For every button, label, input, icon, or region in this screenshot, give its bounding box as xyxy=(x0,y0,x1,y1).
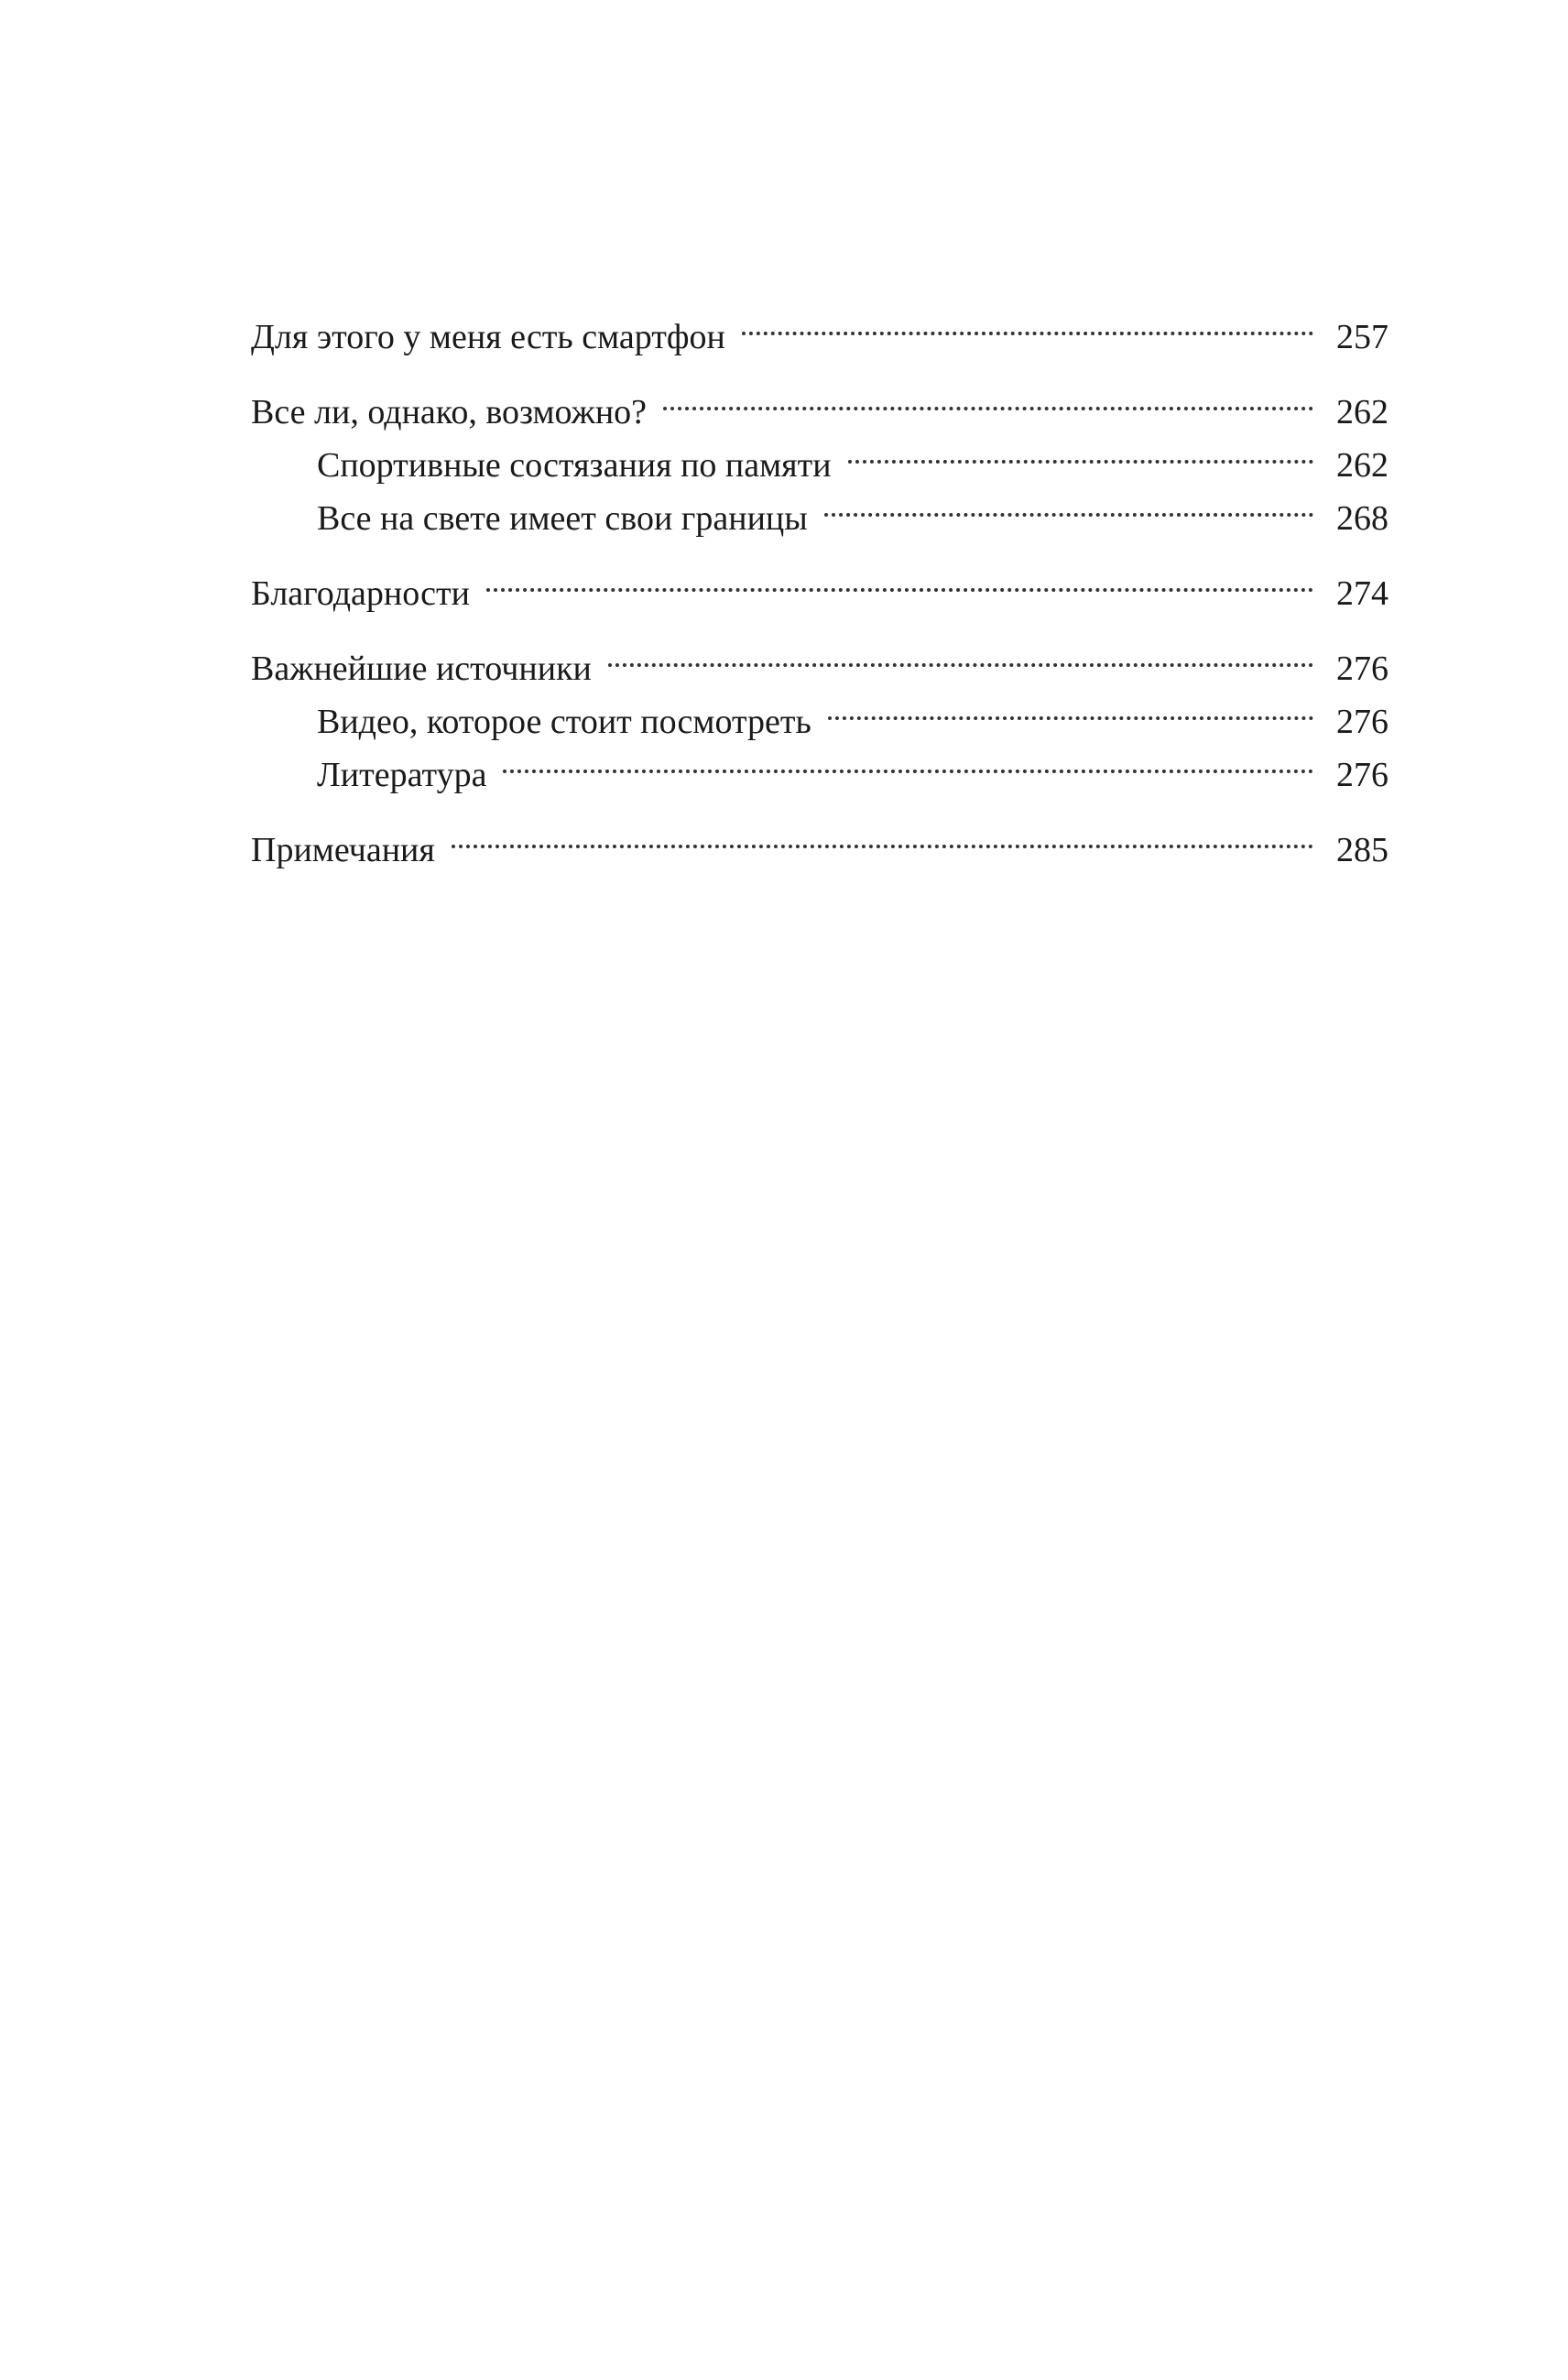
toc-entry-page-number: 262 xyxy=(1336,446,1388,485)
dot-leader xyxy=(503,733,1313,786)
table-of-contents xyxy=(251,295,1388,869)
toc-entry-title: Литература xyxy=(317,756,487,794)
toc-entry-title: Видео, которое стоит посмотреть xyxy=(317,703,811,741)
dot-leader xyxy=(824,476,1313,529)
toc-entry-title: Благодарности xyxy=(251,574,470,613)
toc-entry-title: Важнейшие источники xyxy=(251,650,592,688)
toc-entry xyxy=(251,295,1388,356)
toc-entry-page-number: 276 xyxy=(1336,703,1388,741)
dot-leader xyxy=(848,423,1313,476)
dot-leader xyxy=(663,370,1313,423)
dot-leader xyxy=(828,680,1313,733)
toc-entry xyxy=(251,627,1388,688)
dot-leader xyxy=(452,808,1313,861)
dot-leader xyxy=(486,551,1313,605)
toc-entry-title: Примечания xyxy=(251,831,435,869)
toc-entry-title: Все на свете имеет свои границы xyxy=(317,499,808,538)
toc-entry-title: Для этого у меня есть смартфон xyxy=(251,318,725,356)
toc-entry-page-number: 274 xyxy=(1336,574,1388,613)
toc-entry-page-number: 257 xyxy=(1336,318,1388,356)
toc-entry-page-number: 276 xyxy=(1336,756,1388,794)
toc-entry xyxy=(251,808,1388,869)
toc-entry-page-number: 268 xyxy=(1336,499,1388,538)
toc-entry-page-number: 285 xyxy=(1336,831,1388,869)
toc-entry-title: Спортивные состязания по памяти xyxy=(317,446,832,485)
toc-entry-page-number: 276 xyxy=(1336,650,1388,688)
toc-entry-page-number: 262 xyxy=(1336,393,1388,431)
toc-entry xyxy=(251,370,1388,431)
toc-entry-title: Все ли, однако, возможно? xyxy=(251,393,648,431)
dot-leader xyxy=(608,627,1313,680)
dot-leader xyxy=(742,295,1313,348)
toc-entry xyxy=(251,551,1388,613)
